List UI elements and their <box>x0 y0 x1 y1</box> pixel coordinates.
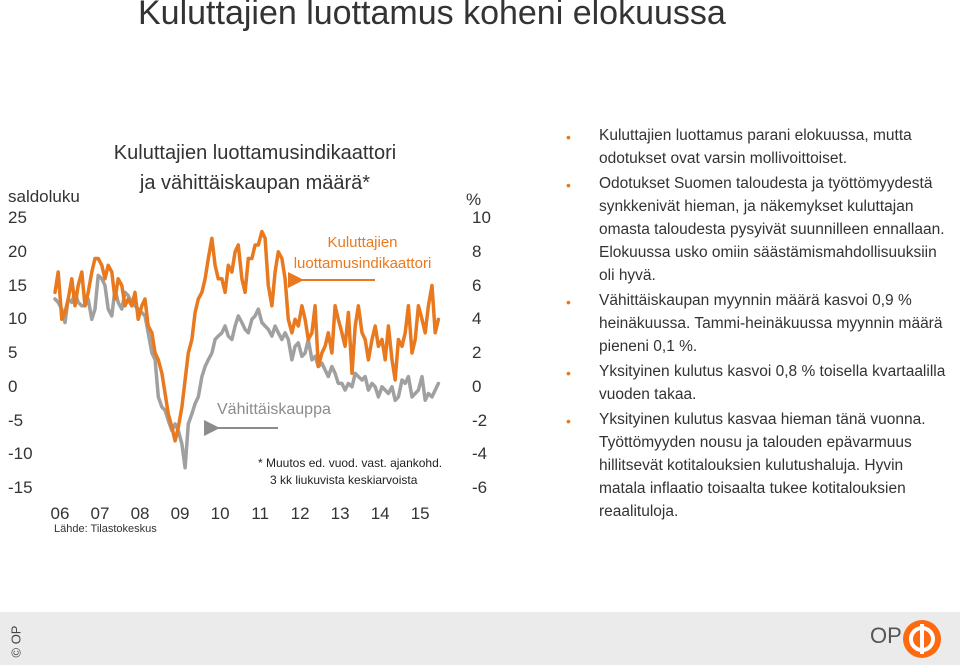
bullet-dot-icon: • <box>566 413 571 429</box>
right-axis-label: % <box>466 190 482 209</box>
x-axis-tick: 15 <box>410 504 430 523</box>
right-axis-tick: -4 <box>472 444 488 464</box>
chart-title-line2: ja vähittäiskaupan määrä* <box>139 172 371 194</box>
footer-bar <box>0 612 960 665</box>
op-logo-icon <box>903 620 941 658</box>
bullet-item: • Kuluttajien luottamus parani elokuussa, mutta odotukset ovat varsin mollivoittoiset. <box>566 127 912 167</box>
x-axis-tick: 12 <box>290 504 310 523</box>
left-axis-label: saldoluku <box>8 187 80 206</box>
bullet-dot-icon: • <box>566 365 571 381</box>
right-axis-tick: 4 <box>472 309 482 329</box>
bullet-list <box>566 124 946 525</box>
left-axis-tick: 25 <box>8 208 27 227</box>
right-axis-tick: 8 <box>472 241 482 261</box>
chart-title-line1: Kuluttajien luottamusindikaattori <box>113 142 397 164</box>
x-axis-tick: 08 <box>130 504 150 523</box>
slide-title: Kuluttajien luottamus koheni elokuussa <box>138 0 726 32</box>
left-axis-tick: 20 <box>8 241 27 261</box>
right-axis-tick: 2 <box>472 343 482 362</box>
left-axis-tick: 5 <box>8 343 18 362</box>
bullet-dot-icon: • <box>566 294 571 310</box>
left-axis-tick: 0 <box>8 376 18 396</box>
copyright: © OP <box>8 625 24 658</box>
retail-series-label: Vähittäiskauppa <box>217 401 331 418</box>
x-axis-tick: 13 <box>330 504 350 523</box>
x-axis-tick: 06 <box>50 504 70 523</box>
bullet-item: • Vähittäiskaupan myynnin määrä kasvoi 0,9 % heinäkuussa. Tammi-heinäkuussa myynnin määrä pieneni 0,1 %. <box>566 292 943 355</box>
bullet-dot-icon: • <box>566 177 571 193</box>
x-axis-tick: 10 <box>210 504 230 523</box>
left-axis-tick: -5 <box>8 410 24 430</box>
bullet-dot-icon: • <box>566 129 571 145</box>
right-axis-tick: 6 <box>472 275 482 295</box>
right-axis-tick: -2 <box>472 410 488 430</box>
x-axis-tick: 09 <box>170 504 190 523</box>
bullet-item: • Odotukset Suomen taloudesta ja työttömyydestä synkkenivät hieman, ja näkemykset kuluttajan omasta taloudesta pysyivät suunnilleen ennallaan. Elokuussa usko omiin säästämismahdollisuuksiin oli hyvä. <box>566 175 945 284</box>
bullet-item: • Yksityinen kulutus kasvoi 0,8 % toisella kvartaalilla vuoden takaa. <box>566 363 946 403</box>
confidence-series-label-line2: luottamusindikaattori <box>293 255 432 272</box>
retail-series-line <box>55 275 438 467</box>
left-axis-tick: 10 <box>8 309 27 329</box>
bullet-item: • Yksityinen kulutus kasvaa hieman tänä vuonna. Työttömyyden nousu ja talouden epävarmuus hillitsevät kotitalouksien kulutushaluja. Hyvin matala inflaatio toisaalta tukee kotitalouksien reaalituloja. <box>566 411 926 520</box>
left-axis-tick: -10 <box>8 444 33 464</box>
source-note: Lähde: Tilastokeskus <box>54 523 157 535</box>
x-axis-tick: 14 <box>370 504 390 523</box>
right-axis-tick: 0 <box>472 376 482 396</box>
left-axis-tick: -15 <box>8 478 33 497</box>
right-axis-tick: 10 <box>472 208 491 227</box>
x-axis-tick: 07 <box>90 504 110 523</box>
footnote-line1: * Muutos ed. vuod. vast. ajankohd. <box>258 456 443 470</box>
left-axis-tick: 15 <box>8 275 27 295</box>
x-axis-tick: 11 <box>251 504 269 523</box>
footnote-line2: 3 kk liukuvista keskiarvoista <box>270 473 418 487</box>
op-logo-text: OP <box>870 623 902 648</box>
confidence-series-label-line1: Kuluttajien <box>327 234 398 251</box>
right-axis-tick: -6 <box>472 478 488 497</box>
